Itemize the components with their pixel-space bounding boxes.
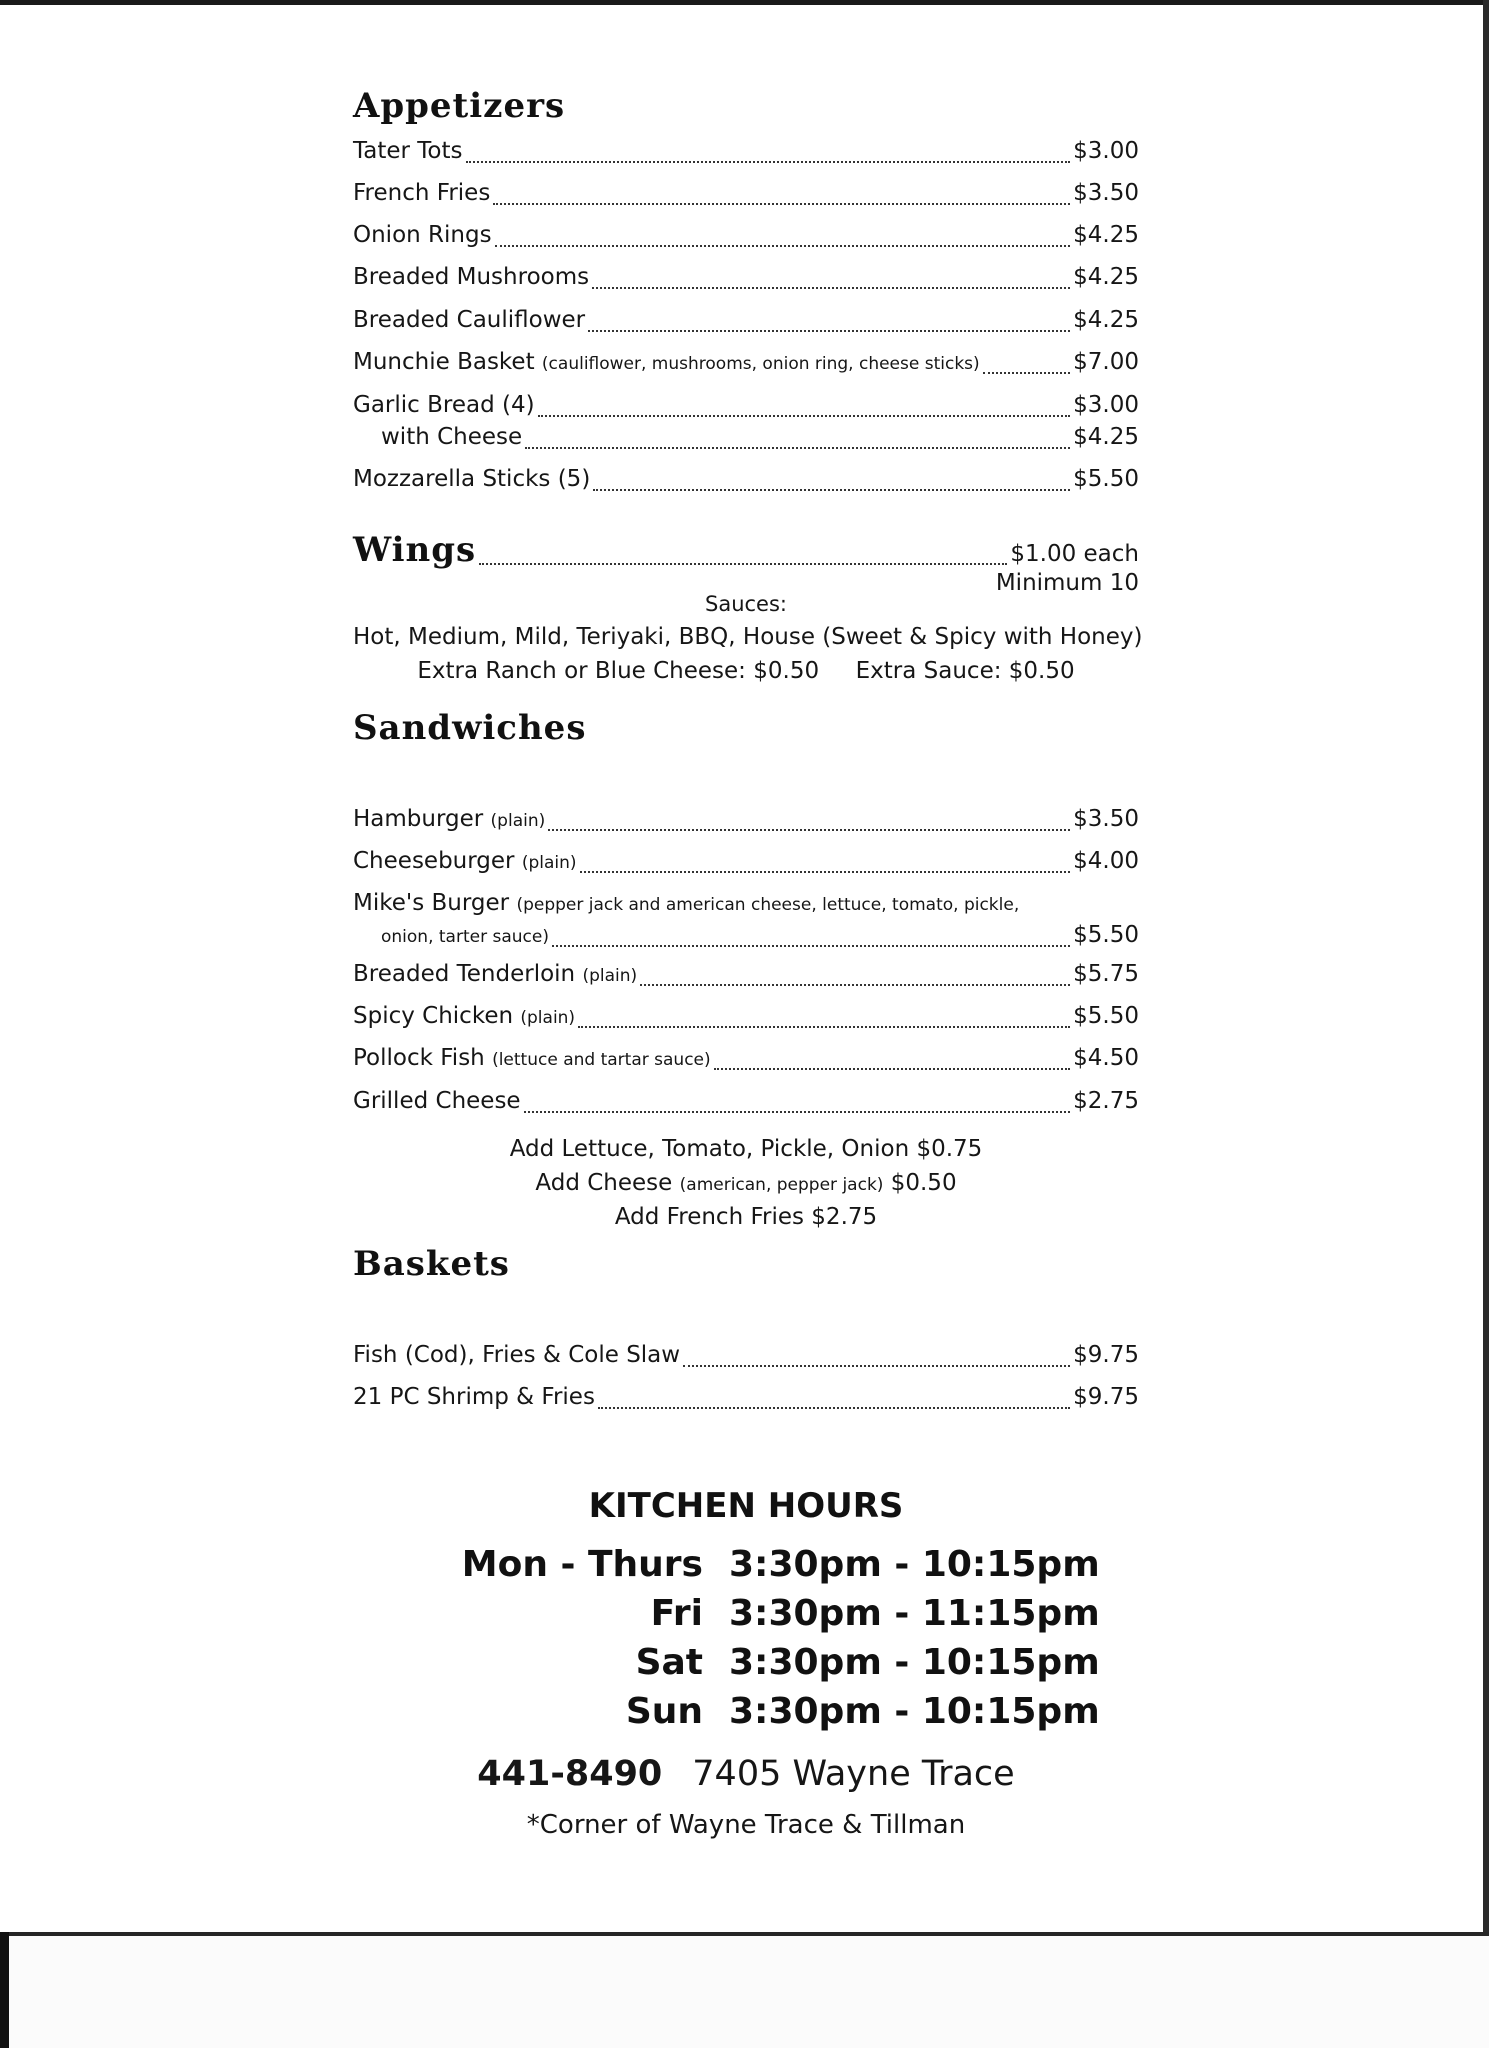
hours-day: Mon - Thurs bbox=[461, 1544, 703, 1585]
item-description: (pepper jack and american cheese, lettuce, tomato, pickle, bbox=[516, 895, 1020, 915]
appetizers-heading: Appetizers bbox=[353, 86, 566, 126]
item-description: (plain) bbox=[520, 1008, 576, 1028]
menu-item bbox=[353, 806, 1139, 840]
leader-dots bbox=[479, 563, 1007, 565]
leader-dots bbox=[683, 1365, 1070, 1367]
kitchen-hours-title: KITCHEN HOURS bbox=[588, 1486, 904, 1526]
menu-item bbox=[353, 1003, 1139, 1037]
item-price: $3.50 bbox=[1073, 806, 1139, 832]
menu-item bbox=[381, 424, 1139, 458]
hours-time: 3:30pm - 10:15pm bbox=[729, 1691, 1100, 1732]
leader-dots bbox=[580, 871, 1071, 873]
menu-item bbox=[353, 264, 1139, 298]
item-description: (plain) bbox=[490, 811, 546, 831]
leader-dots bbox=[598, 1407, 1070, 1409]
item-name: French Fries bbox=[353, 180, 491, 206]
hours-day: Sun bbox=[625, 1691, 703, 1732]
addon-text: Add French Fries $2.75 bbox=[614, 1204, 878, 1230]
item-price: $3.50 bbox=[1073, 180, 1139, 206]
item-name: Mozzarella Sticks (5) bbox=[353, 466, 591, 492]
wings-heading: Wings bbox=[353, 530, 477, 570]
wings-row bbox=[353, 530, 1139, 574]
leader-dots bbox=[548, 829, 1070, 831]
item-name: Tater Tots bbox=[353, 138, 463, 164]
wings-sauces: Hot, Medium, Mild, Teriyaki, BBQ, House (Sweet & Spicy with Honey) bbox=[353, 624, 1143, 650]
addon-text: Add Lettuce, Tomato, Pickle, Onion $0.75 bbox=[509, 1136, 983, 1162]
item-name: Breaded Tenderloin bbox=[353, 961, 576, 987]
wings-minimum: Minimum 10 bbox=[995, 570, 1139, 596]
menu-item bbox=[353, 848, 1139, 882]
item-name: Fish (Cod), Fries & Cole Slaw bbox=[353, 1342, 681, 1368]
item-name: Garlic Bread (4) bbox=[353, 392, 535, 418]
item-name: 21 PC Shrimp & Fries bbox=[353, 1384, 595, 1410]
addon-text: Add Cheese bbox=[535, 1170, 673, 1196]
scan-edge-right bbox=[1483, 0, 1489, 1938]
menu-item bbox=[353, 222, 1139, 256]
item-description: (plain) bbox=[521, 853, 577, 873]
menu-item bbox=[353, 1342, 1139, 1376]
hours-time: 3:30pm - 10:15pm bbox=[729, 1642, 1100, 1683]
leader-dots bbox=[714, 1068, 1071, 1070]
menu-item bbox=[381, 922, 1139, 956]
contact-line bbox=[353, 1754, 1139, 1794]
item-name: Onion Rings bbox=[353, 222, 492, 248]
item-name: Hamburger bbox=[353, 806, 484, 832]
wings-extras: Extra Ranch or Blue Cheese: $0.50 Extra Sauce: $0.50 bbox=[417, 658, 1075, 684]
menu-item bbox=[353, 961, 1139, 995]
item-name: Munchie Basket bbox=[353, 349, 535, 375]
item-price: $5.50 bbox=[1073, 466, 1139, 492]
hours-day: Fri bbox=[650, 1593, 703, 1634]
menu-item bbox=[353, 392, 1139, 426]
sandwiches-heading: Sandwiches bbox=[353, 708, 587, 748]
leader-dots bbox=[524, 1111, 1071, 1113]
leader-dots bbox=[538, 415, 1071, 417]
address: 7405 Wayne Trace bbox=[692, 1754, 1015, 1794]
item-name: Spicy Chicken bbox=[353, 1003, 514, 1029]
item-price: $5.50 bbox=[1073, 1003, 1139, 1029]
leader-dots bbox=[640, 984, 1070, 986]
leader-dots bbox=[493, 203, 1070, 205]
leader-dots bbox=[578, 1026, 1070, 1028]
menu-item bbox=[353, 466, 1139, 500]
item-name: Pollock Fish bbox=[353, 1045, 485, 1071]
item-price: $4.25 bbox=[1073, 264, 1139, 290]
item-description: (cauliflower, mushrooms, onion ring, cheese sticks) bbox=[541, 354, 980, 374]
item-name: with Cheese bbox=[381, 424, 523, 450]
wings-price: $1.00 each bbox=[1010, 541, 1139, 567]
addon-price: $0.50 bbox=[890, 1170, 957, 1196]
item-price: $7.00 bbox=[1073, 349, 1139, 375]
wings-sauces-label: Sauces: bbox=[705, 592, 787, 616]
baskets-heading: Baskets bbox=[353, 1244, 510, 1284]
leader-dots bbox=[466, 161, 1071, 163]
item-description: onion, tarter sauce) bbox=[381, 927, 549, 947]
leader-dots bbox=[983, 372, 1070, 374]
item-price: $4.25 bbox=[1073, 307, 1139, 333]
item-name: Grilled Cheese bbox=[353, 1088, 521, 1114]
item-name: Mike's Burger bbox=[353, 890, 510, 916]
menu-item bbox=[353, 890, 1139, 924]
item-price: $9.75 bbox=[1073, 1384, 1139, 1410]
item-name: Breaded Mushrooms bbox=[353, 264, 590, 290]
addon-detail: (american, pepper jack) bbox=[679, 1175, 884, 1195]
item-price: $4.25 bbox=[1073, 424, 1139, 450]
item-price: $5.75 bbox=[1073, 961, 1139, 987]
phone-number: 441-8490 bbox=[477, 1754, 663, 1794]
hours-time: 3:30pm - 10:15pm bbox=[729, 1544, 1100, 1585]
item-description: (lettuce and tartar sauce) bbox=[492, 1050, 711, 1070]
item-description: (plain) bbox=[582, 966, 638, 986]
menu-item bbox=[353, 349, 1139, 383]
item-price: $4.00 bbox=[1073, 848, 1139, 874]
item-price: $3.00 bbox=[1073, 392, 1139, 418]
item-price: $5.50 bbox=[1073, 922, 1139, 948]
menu-item bbox=[353, 180, 1139, 214]
menu-item bbox=[353, 138, 1139, 172]
item-price: $3.00 bbox=[1073, 138, 1139, 164]
leader-dots bbox=[592, 287, 1070, 289]
item-price: $4.25 bbox=[1073, 222, 1139, 248]
leader-dots bbox=[593, 489, 1070, 491]
leader-dots bbox=[588, 330, 1070, 332]
location-note: *Corner of Wayne Trace & Tillman bbox=[526, 1810, 966, 1840]
addon-line bbox=[353, 1170, 1139, 1196]
addon-line bbox=[353, 1204, 1139, 1230]
menu-item bbox=[353, 1384, 1139, 1418]
menu-item bbox=[353, 1045, 1139, 1079]
hours-row bbox=[233, 1593, 1133, 1639]
item-price: $9.75 bbox=[1073, 1342, 1139, 1368]
leader-dots bbox=[495, 245, 1071, 247]
addon-line bbox=[353, 1136, 1139, 1162]
hours-row bbox=[233, 1544, 1133, 1590]
menu-item bbox=[353, 307, 1139, 341]
item-name: Cheeseburger bbox=[353, 848, 515, 874]
menu-item bbox=[353, 1088, 1139, 1122]
item-price: $4.50 bbox=[1073, 1045, 1139, 1071]
scan-background bbox=[9, 1936, 1489, 2048]
item-name: Breaded Cauliflower bbox=[353, 307, 586, 333]
scan-edge-left bbox=[0, 1932, 9, 2048]
hours-day: Sat bbox=[635, 1642, 703, 1683]
scan-edge-top bbox=[0, 0, 1489, 5]
leader-dots bbox=[525, 447, 1070, 449]
hours-row bbox=[233, 1691, 1133, 1737]
hours-time: 3:30pm - 11:15pm bbox=[729, 1593, 1100, 1634]
hours-row bbox=[233, 1642, 1133, 1688]
item-price: $2.75 bbox=[1073, 1088, 1139, 1114]
leader-dots bbox=[552, 945, 1070, 947]
